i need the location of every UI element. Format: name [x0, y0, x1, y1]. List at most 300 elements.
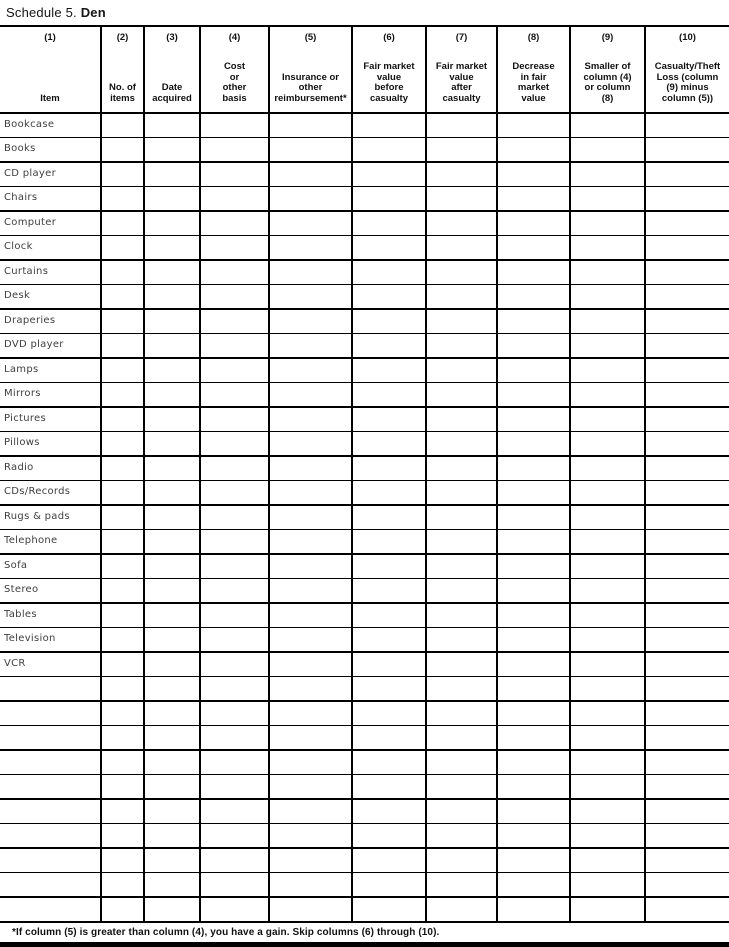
- entry-cell: [570, 505, 645, 530]
- column-label-line: items: [110, 92, 135, 104]
- schedule-page: [0, 5, 729, 938]
- column-label-line: Cost: [223, 61, 246, 72]
- entry-cell: [200, 579, 269, 604]
- column-label: [647, 62, 728, 104]
- column-label-line: Date: [161, 82, 183, 93]
- entry-cell: [645, 309, 729, 334]
- entry-cell: [101, 726, 144, 751]
- column-label-line: or: [229, 71, 240, 83]
- item-cell: Lamps: [0, 358, 101, 383]
- entry-cell: [200, 481, 269, 506]
- entry-cell: [352, 824, 426, 849]
- entry-cell: [426, 628, 497, 653]
- entry-cell: [352, 407, 426, 432]
- entry-cell: [352, 701, 426, 726]
- entry-cell: [352, 334, 426, 359]
- table-row: [0, 628, 729, 653]
- entry-cell: [497, 432, 570, 457]
- column-number: (9): [601, 32, 614, 43]
- entry-cell: [426, 873, 497, 898]
- entry-cell: [426, 236, 497, 261]
- column-header-7: [426, 26, 497, 113]
- entry-cell: [101, 579, 144, 604]
- entry-cell: [497, 236, 570, 261]
- entry-cell: [497, 260, 570, 285]
- column-number: (5): [304, 32, 317, 43]
- entry-cell: [570, 799, 645, 824]
- entry-cell: [269, 407, 352, 432]
- column-header-6: [352, 26, 426, 113]
- entry-cell: [144, 628, 200, 653]
- entry-cell: [101, 873, 144, 898]
- entry-cell: [645, 750, 729, 775]
- entry-cell: [144, 138, 200, 163]
- item-cell: Pillows: [0, 432, 101, 457]
- entry-cell: [269, 775, 352, 800]
- entry-cell: [645, 113, 729, 138]
- entry-cell: [200, 432, 269, 457]
- item-cell: CDs/Records: [0, 481, 101, 506]
- entry-cell: [645, 726, 729, 751]
- entry-cell: [101, 775, 144, 800]
- entry-cell: [426, 824, 497, 849]
- entry-cell: [352, 848, 426, 873]
- column-label: [1, 94, 99, 105]
- entry-cell: [570, 432, 645, 457]
- column-label-line: casualty: [369, 92, 409, 104]
- entry-cell: [645, 383, 729, 408]
- item-cell: Curtains: [0, 260, 101, 285]
- entry-cell: [426, 138, 497, 163]
- entry-cell: [269, 481, 352, 506]
- column-label: [202, 62, 267, 104]
- entry-cell: [352, 162, 426, 187]
- entry-cell: [645, 260, 729, 285]
- entry-cell: [200, 358, 269, 383]
- column-label-line: Fair market: [363, 61, 415, 72]
- column-label-line: column (4): [583, 71, 632, 83]
- entry-cell: [570, 579, 645, 604]
- entry-cell: [269, 236, 352, 261]
- entry-cell: [144, 236, 200, 261]
- table-row: [0, 579, 729, 604]
- entry-cell: [570, 285, 645, 310]
- entry-cell: [352, 309, 426, 334]
- item-cell: [0, 750, 101, 775]
- entry-cell: [570, 848, 645, 873]
- entry-cell: [144, 187, 200, 212]
- entry-cell: [645, 432, 729, 457]
- entry-cell: [269, 505, 352, 530]
- footnote: *If column (5) is greater than column (4), you have a gain. Skip columns (6) through (10).: [12, 927, 440, 938]
- entry-cell: [144, 701, 200, 726]
- table-row: [0, 383, 729, 408]
- entry-cell: [497, 530, 570, 555]
- entry-cell: [645, 775, 729, 800]
- entry-cell: [497, 824, 570, 849]
- entry-cell: [570, 211, 645, 236]
- entry-cell: [497, 554, 570, 579]
- entry-cell: [645, 628, 729, 653]
- entry-cell: [200, 530, 269, 555]
- entry-cell: [426, 799, 497, 824]
- table-row: [0, 530, 729, 555]
- entry-cell: [101, 383, 144, 408]
- column-label-line: casualty: [442, 92, 481, 104]
- schedule-title: [6, 5, 729, 20]
- entry-cell: [101, 162, 144, 187]
- entry-cell: [269, 334, 352, 359]
- entry-cell: [144, 750, 200, 775]
- column-label: [103, 83, 142, 104]
- entry-cell: [497, 628, 570, 653]
- entry-cell: [645, 677, 729, 702]
- column-header-1: [0, 26, 101, 113]
- column-label-line: (9) minus: [666, 82, 709, 93]
- entry-cell: [144, 113, 200, 138]
- entry-cell: [101, 505, 144, 530]
- entry-cell: [645, 530, 729, 555]
- entry-cell: [269, 873, 352, 898]
- entry-cell: [497, 481, 570, 506]
- entry-cell: [144, 432, 200, 457]
- entry-cell: [570, 677, 645, 702]
- entry-cell: [426, 334, 497, 359]
- item-cell: [0, 726, 101, 751]
- entry-cell: [570, 481, 645, 506]
- entry-cell: [352, 505, 426, 530]
- entry-cell: [269, 383, 352, 408]
- entry-cell: [101, 530, 144, 555]
- item-cell: Bookcase: [0, 113, 101, 138]
- item-cell: Desk: [0, 285, 101, 310]
- entry-cell: [352, 677, 426, 702]
- entry-cell: [101, 285, 144, 310]
- item-cell: Radio: [0, 456, 101, 481]
- item-cell: Sofa: [0, 554, 101, 579]
- entry-cell: [352, 236, 426, 261]
- entry-cell: [645, 873, 729, 898]
- entry-cell: [269, 113, 352, 138]
- table-row: [0, 285, 729, 310]
- entry-cell: [497, 309, 570, 334]
- entry-cell: [645, 358, 729, 383]
- entry-cell: [497, 603, 570, 628]
- entry-cell: [645, 897, 729, 922]
- table-row: [0, 309, 729, 334]
- entry-cell: [200, 162, 269, 187]
- entry-cell: [200, 677, 269, 702]
- entry-cell: [101, 677, 144, 702]
- schedule-room-name: Den: [80, 5, 106, 20]
- entry-cell: [200, 113, 269, 138]
- item-cell: Tables: [0, 603, 101, 628]
- entry-cell: [352, 652, 426, 677]
- entry-cell: [269, 652, 352, 677]
- entry-cell: [144, 726, 200, 751]
- entry-cell: [426, 677, 497, 702]
- item-cell: CD player: [0, 162, 101, 187]
- item-cell: Telephone: [0, 530, 101, 555]
- entry-cell: [426, 505, 497, 530]
- column-number: (2): [116, 32, 129, 43]
- entry-cell: [269, 432, 352, 457]
- entry-cell: [426, 187, 497, 212]
- entry-cell: [497, 211, 570, 236]
- entry-cell: [200, 383, 269, 408]
- entry-cell: [101, 309, 144, 334]
- table-row: [0, 897, 729, 922]
- entry-cell: [101, 628, 144, 653]
- entry-cell: [269, 824, 352, 849]
- entry-cell: [497, 775, 570, 800]
- entry-cell: [144, 848, 200, 873]
- table-row: [0, 726, 729, 751]
- entry-cell: [645, 652, 729, 677]
- entry-cell: [352, 579, 426, 604]
- entry-cell: [497, 873, 570, 898]
- entry-cell: [426, 897, 497, 922]
- item-cell: Computer: [0, 211, 101, 236]
- entry-cell: [497, 358, 570, 383]
- column-header-9: [570, 26, 645, 113]
- entry-cell: [352, 211, 426, 236]
- entry-cell: [352, 628, 426, 653]
- column-label-line: or column: [584, 82, 631, 93]
- entry-cell: [352, 603, 426, 628]
- entry-cell: [144, 456, 200, 481]
- entry-cell: [570, 236, 645, 261]
- entry-cell: [352, 726, 426, 751]
- entry-cell: [352, 432, 426, 457]
- entry-cell: [200, 456, 269, 481]
- table-row: [0, 799, 729, 824]
- entry-cell: [269, 848, 352, 873]
- table-row: [0, 750, 729, 775]
- entry-cell: [200, 334, 269, 359]
- column-header-5: [269, 26, 352, 113]
- entry-cell: [497, 799, 570, 824]
- entry-cell: [269, 701, 352, 726]
- entry-cell: [101, 260, 144, 285]
- entry-cell: [570, 187, 645, 212]
- column-number: (7): [455, 32, 468, 43]
- column-label-line: Item: [40, 92, 60, 104]
- table-row: [0, 481, 729, 506]
- entry-cell: [144, 358, 200, 383]
- entry-cell: [426, 481, 497, 506]
- entry-cell: [352, 554, 426, 579]
- column-label-line: No. of: [109, 82, 136, 93]
- entry-cell: [144, 162, 200, 187]
- entry-cell: [570, 726, 645, 751]
- column-label: [146, 83, 198, 104]
- entry-cell: [497, 897, 570, 922]
- entry-cell: [426, 579, 497, 604]
- entry-cell: [269, 750, 352, 775]
- column-label-line: column (5)): [661, 92, 714, 104]
- entry-cell: [101, 211, 144, 236]
- schedule-table: [0, 25, 729, 923]
- entry-cell: [645, 848, 729, 873]
- entry-cell: [570, 162, 645, 187]
- entry-cell: [570, 456, 645, 481]
- column-header-10: [645, 26, 729, 113]
- column-label: [271, 73, 350, 105]
- column-label-line: acquired: [152, 92, 192, 104]
- item-cell: Mirrors: [0, 383, 101, 408]
- entry-cell: [269, 897, 352, 922]
- entry-cell: [352, 285, 426, 310]
- entry-cell: [570, 138, 645, 163]
- entry-cell: [570, 554, 645, 579]
- entry-cell: [497, 285, 570, 310]
- column-header-3: [144, 26, 200, 113]
- table-row: [0, 138, 729, 163]
- entry-cell: [570, 824, 645, 849]
- entry-cell: [352, 383, 426, 408]
- entry-cell: [269, 309, 352, 334]
- column-number: (6): [383, 32, 395, 43]
- entry-cell: [645, 187, 729, 212]
- entry-cell: [144, 260, 200, 285]
- entry-cell: [200, 799, 269, 824]
- entry-cell: [497, 456, 570, 481]
- item-cell: Pictures: [0, 407, 101, 432]
- entry-cell: [200, 236, 269, 261]
- item-cell: Stereo: [0, 579, 101, 604]
- column-label-line: reimbursement*: [274, 92, 347, 104]
- entry-cell: [269, 358, 352, 383]
- entry-cell: [352, 260, 426, 285]
- entry-cell: [101, 481, 144, 506]
- entry-cell: [101, 113, 144, 138]
- entry-cell: [497, 334, 570, 359]
- column-header-4: [200, 26, 269, 113]
- entry-cell: [144, 530, 200, 555]
- entry-cell: [645, 334, 729, 359]
- entry-cell: [426, 750, 497, 775]
- entry-cell: [101, 187, 144, 212]
- entry-cell: [497, 113, 570, 138]
- item-cell: [0, 824, 101, 849]
- entry-cell: [570, 260, 645, 285]
- entry-cell: [645, 162, 729, 187]
- entry-cell: [645, 505, 729, 530]
- entry-cell: [570, 701, 645, 726]
- entry-cell: [570, 603, 645, 628]
- entry-cell: [200, 824, 269, 849]
- entry-cell: [645, 701, 729, 726]
- entry-cell: [200, 260, 269, 285]
- entry-cell: [200, 138, 269, 163]
- entry-cell: [144, 481, 200, 506]
- table-row: [0, 652, 729, 677]
- column-label-line: value: [376, 71, 402, 83]
- entry-cell: [497, 187, 570, 212]
- table-row: [0, 775, 729, 800]
- column-label-line: value: [449, 71, 474, 83]
- entry-cell: [426, 652, 497, 677]
- column-number: (1): [44, 32, 56, 43]
- entry-cell: [269, 456, 352, 481]
- column-label-line: basis: [222, 92, 247, 104]
- item-cell: [0, 897, 101, 922]
- entry-cell: [101, 554, 144, 579]
- entry-cell: [570, 775, 645, 800]
- entry-cell: [426, 113, 497, 138]
- entry-cell: [144, 677, 200, 702]
- entry-cell: [269, 603, 352, 628]
- entry-cell: [352, 481, 426, 506]
- entry-cell: [144, 211, 200, 236]
- column-label-line: after: [451, 82, 472, 93]
- entry-cell: [570, 652, 645, 677]
- entry-cell: [497, 505, 570, 530]
- entry-cell: [144, 554, 200, 579]
- entry-cell: [101, 848, 144, 873]
- entry-cell: [101, 138, 144, 163]
- entry-cell: [269, 554, 352, 579]
- entry-cell: [426, 848, 497, 873]
- entry-cell: [144, 309, 200, 334]
- entry-cell: [101, 456, 144, 481]
- entry-cell: [497, 407, 570, 432]
- entry-cell: [200, 873, 269, 898]
- entry-cell: [426, 701, 497, 726]
- column-label-line: Casualty/Theft: [654, 61, 721, 72]
- entry-cell: [497, 383, 570, 408]
- column-label-line: Insurance or: [281, 71, 340, 83]
- column-label-line: Decrease: [512, 61, 555, 72]
- entry-cell: [570, 383, 645, 408]
- entry-cell: [200, 750, 269, 775]
- entry-cell: [101, 652, 144, 677]
- entry-cell: [352, 750, 426, 775]
- entry-cell: [101, 750, 144, 775]
- item-cell: Draperies: [0, 309, 101, 334]
- table-row: [0, 260, 729, 285]
- entry-cell: [144, 824, 200, 849]
- entry-cell: [426, 530, 497, 555]
- entry-cell: [200, 628, 269, 653]
- entry-cell: [352, 799, 426, 824]
- column-label-line: (8): [601, 92, 614, 104]
- entry-cell: [645, 579, 729, 604]
- column-label-line: Fair market: [435, 61, 488, 72]
- entry-cell: [352, 138, 426, 163]
- item-cell: Clock: [0, 236, 101, 261]
- schedule-title-prefix: Schedule 5.: [6, 5, 77, 20]
- entry-cell: [269, 285, 352, 310]
- entry-cell: [645, 407, 729, 432]
- entry-cell: [144, 285, 200, 310]
- entry-cell: [497, 848, 570, 873]
- table-row: [0, 162, 729, 187]
- entry-cell: [426, 358, 497, 383]
- column-label-line: Loss (column: [656, 71, 719, 83]
- table-row: [0, 236, 729, 261]
- entry-cell: [352, 358, 426, 383]
- item-cell: DVD player: [0, 334, 101, 359]
- entry-cell: [144, 407, 200, 432]
- entry-cell: [497, 579, 570, 604]
- entry-cell: [144, 334, 200, 359]
- entry-cell: [200, 285, 269, 310]
- entry-cell: [426, 260, 497, 285]
- table-row: [0, 554, 729, 579]
- item-cell: VCR: [0, 652, 101, 677]
